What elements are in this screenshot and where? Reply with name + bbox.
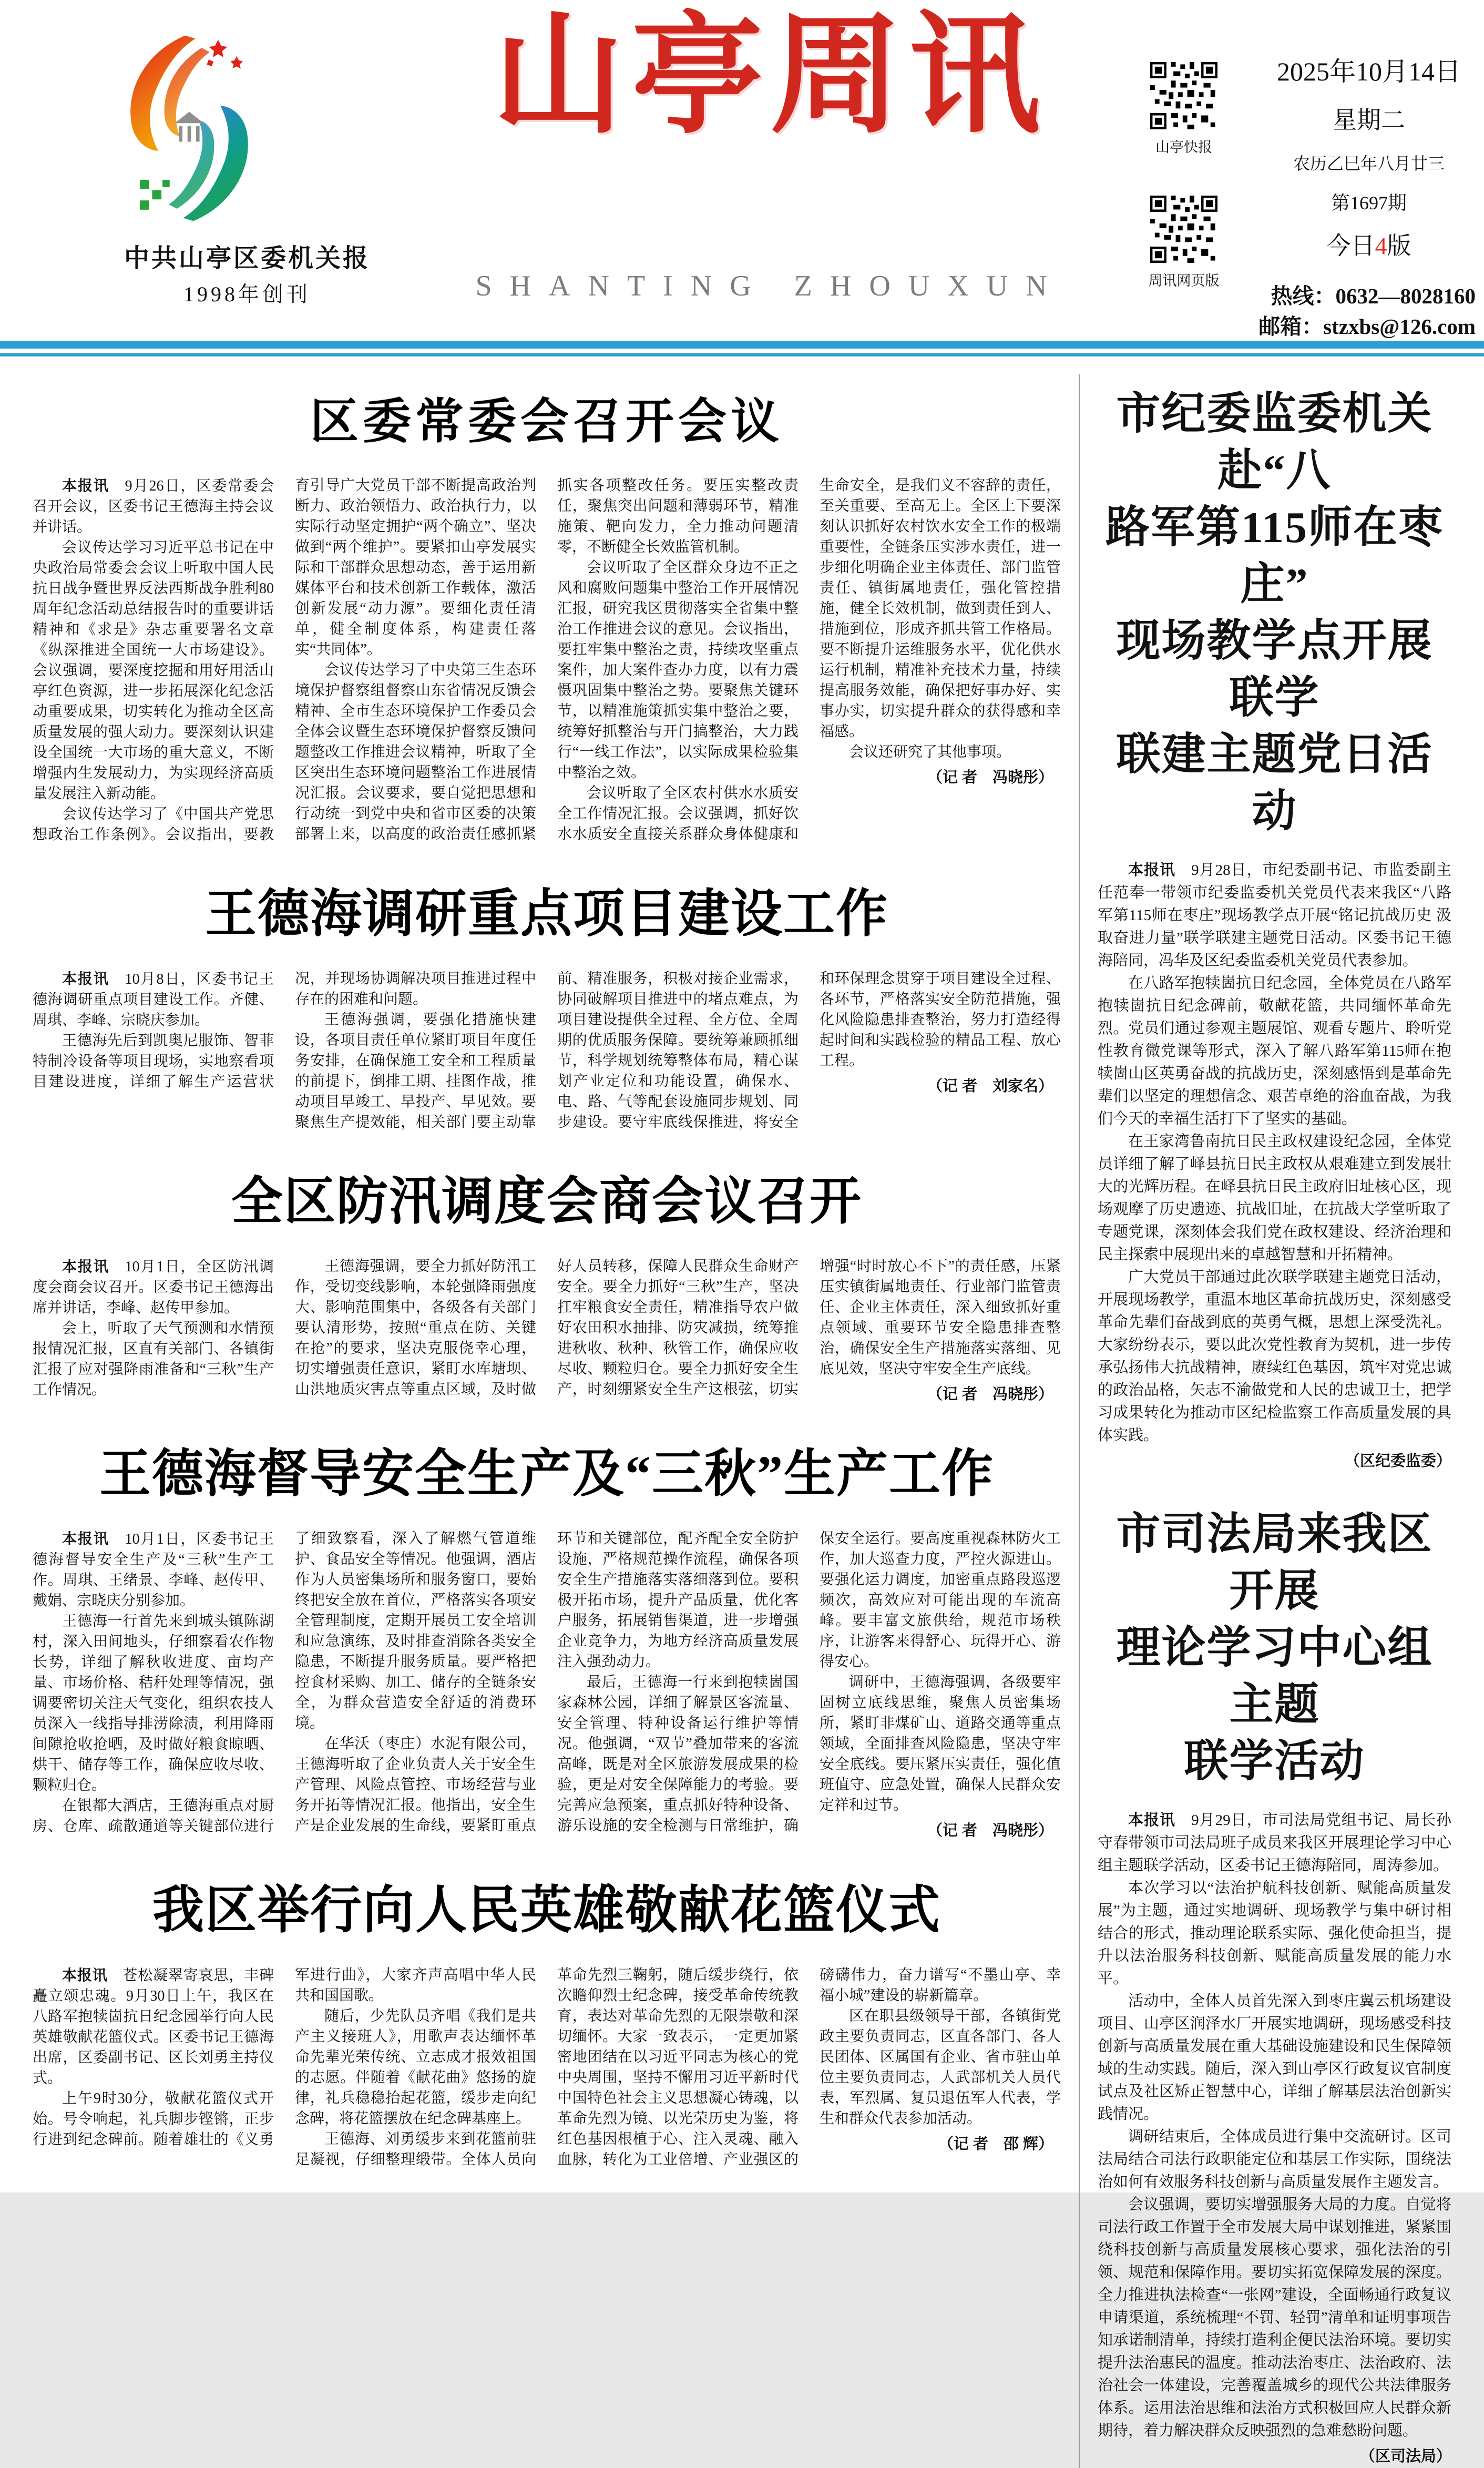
- date-line: 2025年10月14日: [1277, 57, 1461, 86]
- paper-title-latin: SHANTING ZHOUXUN: [475, 270, 1065, 302]
- issue-number: 第1697期: [1331, 192, 1407, 213]
- paragraph: 会议还研究了其他事项。: [849, 744, 1011, 760]
- paragraph: 王德海先后到凯奥尼服饰、智菲特制冷设备等项目现场，实地察看项目建设进度，详细了解生产运营状况，并现场协调解决项目推进过程中存在的困难和问题。: [33, 971, 536, 1090]
- headline-line: 联建主题党日活动: [1116, 730, 1433, 836]
- headline-line: 路军第115师在枣庄”: [1105, 503, 1444, 609]
- reporter-credit: （记 者 冯晓彤）: [927, 769, 1053, 786]
- paragraph: 会议听取了全区农村供水水质安全工作情况汇报。会议强调，抓好饮水水质安全直接关系群众身体健康和生命安全，是我们义不容辞的责任，至关重要、至高无上。全区上下要深刻认识抓好农村饮水安全工作的极端重要性，全链条压实涉水责任，进一步细化明确企业主体责任、部门监管责任、镇街属地责任，强化管控措施，健全长效机制，做到责任到人、措施到位，形成齐抓共管工作格局。要不断提升运维服务水平，优化供水运行机制，精准补充技术力量，持续提高服务效能，确保把好事办好、实事办实，切实提升群众的获得感和幸福感。: [557, 477, 1061, 842]
- paragraph: 本报讯 10月8日，区委书记王德海调研重点项目建设工作。齐健、周琪、李峰、宗晓庆参加。: [33, 971, 274, 1028]
- article-standing-committee: [33, 383, 1061, 845]
- paragraph: 本次学习以“法治护航科技创新、赋能高质量发展”为主题，通过实地调研、现场教学与集中研讨相结合的形式，推动理论联系实际、强化使命担当，提升以法治服务科技创新、赋能高质量发展的能力水平。: [1098, 1880, 1451, 1987]
- headline-justice-bureau: [1098, 1506, 1451, 1790]
- agency-line: 中共山亭区委机关报: [124, 244, 370, 272]
- hotline: 热线：0632—8028160: [1271, 284, 1476, 308]
- article-project-research: [33, 872, 1061, 1133]
- sidebar-article-discipline-committee: [1098, 386, 1451, 1473]
- paper-title: 山亭周讯: [493, 4, 1048, 149]
- qr-label-kuaibao: 山亭快报: [1155, 139, 1212, 155]
- paragraph: 活动中，全体人员首先深入到枣庄翼云机场建设项目、山亭区润泽水厂开展实地调研，现场感受科技创新与高质量发展在重大基础设施建设和民生保障领域的生动实践。随后，深入到山亭区行政复议官制度试点及社区矫正智慧中心，详细了解基层法治创新实践情况。: [1098, 1993, 1451, 2123]
- headline-line: 现场教学点开展联学: [1116, 617, 1433, 722]
- headline-line: 市司法局来我区开展: [1116, 1510, 1433, 1616]
- headline-line: 联学活动: [1184, 1737, 1365, 1786]
- article-body: [33, 1528, 1061, 1841]
- qr-code-webpage: [1150, 196, 1217, 263]
- pages-today: 今日4版: [1326, 232, 1411, 259]
- paragraph: 本报讯 9月28日，市纪委副书记、市监委副主任范奉一带领市纪委监委机关党员代表来我区“八路军第115师在枣庄”现场教学点开展“铭记抗战历史 汲取奋进力量”联学联建主题党日活动。区委书记王德海陪同，冯华及区纪委监委机关党员代表参加。: [1098, 862, 1451, 969]
- headline-flower-basket: 我区举行向人民英雄敬献花篮仪式: [152, 1882, 941, 1939]
- source-credit: （区纪委监委）: [1344, 1453, 1451, 1470]
- headline-safety-inspection: 王德海督导安全生产及“三秋”生产工作: [99, 1446, 994, 1503]
- headline-line: 市纪委监委机关赴“八: [1116, 390, 1433, 495]
- sidebar-column: [1079, 374, 1451, 2468]
- masthead-logo: [79, 25, 300, 231]
- paragraph: 王德海一行首先来到城头镇陈湖村，深入田间地头，仔细察看农作物长势，详细了解秋收进度、亩均产量、市场价格、秸秆处理等情况，强调要密切关注天气变化，组织农技人员深入一线指导排涝除渍，利用降雨间隙抢收抢晒，及时做好粮食晾晒、烘干、储存等工作，确保应收尽收、颗粒归仓。: [33, 1613, 274, 1793]
- article-body: [33, 1256, 1061, 1405]
- headline-standing-committee: 区委常委会召开会议: [310, 395, 783, 448]
- lunar-date: 农历乙巳年八月廿三: [1293, 154, 1445, 173]
- paragraph: 会议传达学习习近平总书记在中央政治局常委会会议上听取中国人民抗日战争暨世界反法西斯战争胜利80周年纪念活动总结报告时的重要讲话精神和《求是》杂志重要署名文章《纵深推进全国统一大市场建设》。会议强调，要深度挖掘和用好用活山亭红色资源，进一步拓展深化纪念活动重要成果，切实转化为推动全区高质量发展的强大动力。要深刻认识建设全国统一大市场的重大意义，不断增强内生发展动力，为实现经济高质量发展注入新动能。: [33, 539, 274, 802]
- rule-gap: [0, 349, 1484, 353]
- paragraph: 王德海、刘勇缓步来到花篮前驻足凝视，仔细整理缎带。全体人员向革命先烈三鞠躬，随后缓步绕行，依次瞻仰烈士纪念碑，接受革命传统教育，表达对革命先烈的无限崇敬和深切缅怀。大家一致表示，一定更加紧密地团结在以习近平同志为核心的党中央周围，坚持不懈用习近平新时代中国特色社会主义思想凝心铸魂，以革命先烈为镜、以光荣历史为鉴，将红色基因根植于心、注入灵魂、融入血脉，转化为工业倍增、产业强区的磅礴伟力，奋力谱写“不墨山亭、幸福小城”建设的崭新篇章。: [295, 1967, 1061, 2168]
- content-area: [0, 356, 1484, 2468]
- contact-block: [1139, 281, 1476, 342]
- paragraph: 最后，王德海一行来到抱犊崮国家森林公园，详细了解景区客流量、安全管理、特种设备运行维护等情况。他强调，“双节”叠加带来的客流高峰，既是对全区旅游发展成果的检验，更是对安全保障能力的考验。要完善应急预案，重点抓好特种设备、游乐设施的安全检测与日常维护，确保安全运行。要高度重视森林防火工作，加大巡查力度，严控火源进山。要强化运力调度，加密重点路段巡逻频次，高效应对可能出现的车流高峰。要丰富文旅供给，规范市场秩序，让游客来得舒心、玩得开心、游得安心。: [557, 1531, 1061, 1834]
- paragraph: 调研结束后，全体成员进行集中交流研讨。区司法局结合司法行政职能定位和基层工作实际，围绕法治如何有效服务科技创新与高质量发展作主题发言。: [1098, 2128, 1451, 2190]
- paragraph: 随后，少先队员齐唱《我们是共产主义接班人》，用歌声表达缅怀革命先辈光荣传统、立志成才报效祖国的志愿。伴随着《献花曲》悠扬的旋律，礼兵稳稳抬起花篮，缓步走向纪念碑，将花篮摆放在纪念碑基座上。: [295, 2008, 536, 2127]
- paragraph: 在华沃（枣庄）水泥有限公司，王德海听取了企业负责人关于安全生产管理、风险点管控、市场经营与业务开拓等情况汇报。他指出，安全生产是企业发展的生命线，要紧盯重点环节和关键部位，配齐配全安全防护设施，严格规范操作流程，确保各项安全生产措施落实落细落到位。要积极开拓市场，提升产品质量，优化客户服务，拓展销售渠道，进一步增强企业竞争力，为地方经济高质量发展注入强劲动力。: [295, 1531, 799, 1834]
- main-column: [33, 374, 1061, 2468]
- paragraph: 本报讯 9月26日，区委常委会召开会议，区委书记王德海主持会议并讲话。: [33, 477, 274, 535]
- headline-project-research: 王德海调研重点项目建设工作: [204, 886, 888, 943]
- article-body: [1098, 859, 1451, 1473]
- paragraph: 在王家湾鲁南抗日民主政权建设纪念园，全体党员详细了解了峄县抗日民主政权从艰难建立到发展壮大的光辉历程。在峄县抗日民主政府旧址核心区，现场观摩了历史遗迹、抗战旧址，在抗战大学堂听取了专题党课，深刻体会我们党在政权建设、经济治理和民主探索中展现出来的卓越智慧和开拓精神。: [1098, 1133, 1451, 1263]
- paragraph: 本报讯 苍松凝翠寄哀思，丰碑矗立颂忠魂。9月30日上午，我区在八路军抱犊崮抗日纪念园举行向人民英雄敬献花篮仪式。区委书记王德海出席，区委副书记、区长刘勇主持仪式。: [33, 1967, 274, 2086]
- paragraph: 王德海强调，要全力抓好防汛工作，受切变线影响，本轮强降雨强度大、影响范围集中，各级各有关部门要认清形势，按照“重点在防、关键在抢”的要求，坚决克服侥幸心理，切实增强责任意识，紧盯水库塘坝、山洪地质灾害点等重点区域，及时做好人员转移，保障人民群众生命财产安全。要全力抓好“三秋”生产，坚决扛牢粮食安全责任，精准指导农户做好农田积水抽排、防灾减损，统筹推进秋收、秋种、秋管工作，确保应收尽收、颗粒归仓。要全力抓好安全生产，时刻绷紧安全生产这根弦，切实增强“时时放心不下”的责任感，压紧压实镇街属地责任、行业部门监管责任、企业主体责任，深入细致抓好重点领域、重要环节安全隐患排查整治，确保安全生产措施落实落细、见底见效，坚决守牢安全生产底线。: [295, 1258, 1061, 1398]
- headline-flood-control: 全区防汛调度会商会议召开: [231, 1174, 862, 1230]
- paragraph: 会议传达学习了中央第三生态环境保护督察组督察山东省情况反馈会精神、全市生态环境保护工作委员会全体会议暨生态环境保护督察反馈问题整改工作推进会议精神，听取了全区突出生态环境问题整治工作进展情况汇报。会议要求，要自觉把思想和行动统一到党中央和省市区委的决策部署上来，以高度的政治责任感抓紧抓实各项整改任务。要压实整改责任，聚焦突出问题和薄弱环节，精准施策、靶向发力，全力推动问题清零，不断健全长效监管机制。: [295, 477, 799, 842]
- article-flood-control: [33, 1160, 1061, 1405]
- date-block: [1254, 50, 1484, 261]
- paragraph: 王德海强调，要强化措施快建设，各项目责任单位紧盯项目年度任务安排，在确保施工安全和工程质量的前提下，倒排工期、挂图作战，推动项目早竣工、早投产、早见效。要聚焦生产提效能，相关部门要主动靠前、精准服务，积极对接企业需求，协同破解项目推进中的堵点难点，为项目建设提供全过程、全方位、全周期的优质服务保障。要统筹兼顾抓细节，科学规划统筹整体布局，精心谋划产业定位和功能设置，确保水、电、路、气等配套设施同步规划、同步建设。要守牢底线保推进，将安全和环保理念贯穿于项目建设全过程、各环节，严格落实安全防范措施，强化风险隐患排查整治，努力打造经得起时间和实践检验的精品工程、放心工程。: [295, 971, 1061, 1130]
- masthead: [0, 0, 1484, 341]
- spark-icons: [207, 39, 243, 68]
- reporter-credit: （记 者 邵 辉）: [938, 2136, 1053, 2153]
- reporter-credit: （记 者 刘家名）: [927, 1078, 1053, 1095]
- article-body: [33, 968, 1061, 1133]
- paragraph: 会议听取了全区群众身边不正之风和腐败问题集中整治工作开展情况汇报，研究我区贯彻落实全省集中整治工作推进会议的意见。会议指出，要扛牢集中整治之责，持续攻坚重点案件，加大案件查办力度，以有力震慑巩固集中整治之势。要聚焦关键环节，以精准施策抓实集中整治之要，统筹好抓整治与开门搞整治，大力践行“一线工作法”，以实际成果检验集中整治之效。: [557, 559, 799, 781]
- qr-label-webpage: 周讯网页版: [1148, 273, 1220, 289]
- blue-rule-thick: [0, 341, 1484, 349]
- email: 邮箱：stzxbs@126.com: [1258, 314, 1476, 339]
- article-body: [1098, 1809, 1451, 2468]
- sidebar-article-justice-bureau: [1098, 1506, 1451, 2468]
- reporter-credit: （记 者 冯晓彤）: [927, 1386, 1053, 1403]
- paragraph: 本报讯 10月1日，全区防汛调度会商会议召开。区委书记王德海出席并讲话，李峰、赵传甲参加。: [33, 1258, 274, 1316]
- reporter-credit: （记 者 冯晓彤）: [927, 1822, 1053, 1839]
- headline-discipline-committee: [1098, 386, 1451, 840]
- pavilion-icon: [175, 112, 204, 142]
- paragraph: 区在职县级领导干部，各镇街党政主要负责同志，区直各部门、各人民团体、区属国有企业、省市驻山单位主要负责同志，人武部机关人员代表，军烈属、复员退伍军人代表，学生和群众代表参加活动。: [820, 2008, 1061, 2127]
- paragraph: 本报讯 10月1日，区委书记王德海督导安全生产及“三秋”生产工作。周琪、王绪景、李峰、赵传甲、戴娟、宗晓庆分别参加。: [33, 1531, 274, 1609]
- paragraph: 在八路军抱犊崮抗日纪念园，全体党员在八路军抱犊崮抗日纪念碑前，敬献花篮，共同缅怀革命先烈。党员们通过参观主题展馆、观看专题片、聆听党性教育微党课等形式，深入了解八路军第115师在抱犊崮山区英勇奋战的抗战历史，深刻感悟到是革命先辈们以坚定的理想信念、艰苦卓绝的浴血奋战，为我们今天的幸福生活打下了坚实的基础。: [1098, 975, 1451, 1127]
- paragraph: 本报讯 9月29日，市司法局党组书记、局长孙守春带领市司法局班子成员来我区开展理论学习中心组主题联学活动，区委书记王德海陪同，周涛参加。: [1098, 1812, 1451, 1874]
- source-credit: （区司法局）: [1359, 2448, 1451, 2465]
- paragraph: 会议强调，要切实增强服务大局的力度。自觉将司法行政工作置于全市发展大局中谋划推进，紧紧围绕科技创新与高质量发展核心要求，强化法治的引领、规范和保障作用。要切实拓宽保障发展的深度。全力推进执法检查“一张网”建设，全面畅通行政复议申请渠道，系统梳理“不罚、轻罚”清单和证明事项告知承诺制清单，持续打造利企便民法治环境。要切实提升法治惠民的温度。推动法治枣庄、法治政府、法治社会一体建设，完善覆盖城乡的现代公共法律服务体系。运用法治思维和法治方式积极回应人民群众新期待，着力解决群众反映强烈的急难愁盼问题。: [1098, 2196, 1451, 2439]
- article-body: [33, 475, 1061, 845]
- pixel-dots: [140, 180, 170, 210]
- paragraph: 在银都大酒店，王德海重点对厨房、仓库、疏散通道等关键部位进行了细致察看，深入了解燃气管道维护、食品安全等情况。他强调，酒店作为人员密集场所和服务窗口，要始终把安全放在首位，严格落实各项安全管理制度，定期开展员工安全培训和应急演练，及时排查消除各类安全隐患，不断提升服务质量。要严格把控食材采购、加工、储存的全链条安全，为群众营造安全舒适的消费环境。: [33, 1531, 536, 1834]
- weekday: 星期二: [1333, 107, 1405, 134]
- article-safety-inspection: [33, 1432, 1061, 1841]
- headline-line: 理论学习中心组主题: [1116, 1624, 1433, 1729]
- paragraph: 会上，听取了天气预测和水情预报情况汇报，区直有关部门、各镇街汇报了应对强降雨准备和“三秋”生产工作情况。: [33, 1320, 274, 1398]
- paragraph: 会议传达学习了《中国共产党思想政治工作条例》。会议指出，要教育引导广大党员干部不断提高政治判断力、政治领悟力、政治执行力，以实际行动坚定拥护“两个确立”、坚决做到“两个维护”。要紧扣山亭发展实际和干部群众思想动态，善于运用新媒体平台和技术创新工作载体，激活创新发展“动力源”。要细化责任清单，健全制度体系，构建责任落实“共同体”。: [33, 477, 536, 843]
- paragraph: 上午9时30分，敬献花篮仪式开始。号令响起，礼兵脚步铿锵，正步行进到纪念碑前。随着雄壮的《义勇军进行曲》，大家齐声高唱中华人民共和国国歌。: [33, 1967, 536, 2148]
- pages-count: 4: [1375, 232, 1387, 259]
- founded-line: 1998年创刊: [183, 282, 311, 306]
- paragraph: 调研中，王德海强调，各级要牢固树立底线思维，聚焦人员密集场所，紧盯非煤矿山、道路交通等重点领域，全面排查风险隐患，坚决守牢安全底线。要压紧压实责任，强化值班值守、应急处置，确保人民群众安定祥和过节。: [820, 1674, 1061, 1813]
- article-body: [33, 1965, 1061, 2170]
- article-flower-basket-ceremony: [33, 1869, 1061, 2170]
- paragraph: 广大党员干部通过此次联学联建主题党日活动，开展现场教学，重温本地区革命抗战历史，深刻感受革命先辈们奋战到底的英勇气概，思想上深受洗礼。大家纷纷表示，要以此次党性教育为契机，进一步传承弘扬伟大抗战精神，赓续红色基因，筑牢对党忠诚的政治品格，矢志不渝做党和人民的忠诚卫士，把学习成果转化为推动市区纪检监察工作高质量发展的具体实践。: [1098, 1269, 1451, 1444]
- qr-code-kuaibao: [1150, 62, 1217, 129]
